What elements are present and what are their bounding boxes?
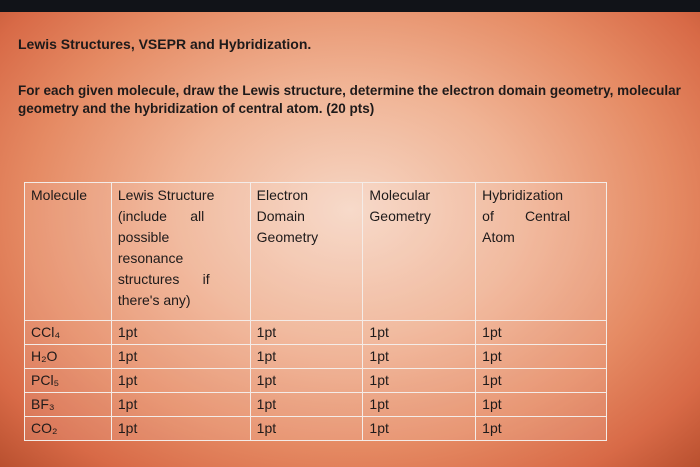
header-hybridization-line: Atom: [482, 229, 515, 245]
header-lewis-line: there's any): [117, 292, 191, 308]
hybridization-cell: 1pt: [476, 321, 607, 345]
molecular-cell: 1pt: [363, 417, 476, 441]
molecular-cell: 1pt: [363, 321, 476, 345]
answer-table: [24, 182, 607, 441]
molecule-cell: H₂O: [25, 345, 112, 369]
molecule-cell: PCl₅: [25, 369, 112, 393]
electron-cell: 1pt: [250, 345, 363, 369]
hybridization-cell: 1pt: [476, 393, 607, 417]
header-hybridization-line: of Central: [482, 208, 571, 224]
table-row: [25, 321, 607, 345]
electron-cell: 1pt: [250, 393, 363, 417]
header-electron-line: Electron: [256, 187, 309, 203]
instructions: For each given molecule, draw the Lewis structure, determine the electron domain geometry, molecular geometry and the hybridization of central atom. (20 pts): [18, 83, 681, 116]
table-row: [25, 417, 607, 441]
header-molecular-line: Molecular: [369, 187, 431, 203]
hybridization-cell: 1pt: [476, 369, 607, 393]
molecule-cell: CCl₄: [25, 321, 112, 345]
table-row: [25, 369, 607, 393]
lewis-cell: 1pt: [111, 417, 250, 441]
hybridization-cell: 1pt: [476, 417, 607, 441]
molecular-cell: 1pt: [363, 369, 476, 393]
molecule-cell: BF₃: [25, 393, 112, 417]
electron-cell: 1pt: [250, 321, 363, 345]
header-lewis-line: possible: [117, 229, 170, 245]
header-electron-domain-geometry: [250, 183, 363, 321]
header-hybridization: [476, 183, 607, 321]
table-row: [25, 345, 607, 369]
molecular-cell: 1pt: [363, 345, 476, 369]
header-molecular-geometry: [363, 183, 476, 321]
lewis-cell: 1pt: [111, 393, 250, 417]
electron-cell: 1pt: [250, 417, 363, 441]
header-lewis-structure: [111, 183, 250, 321]
electron-cell: 1pt: [250, 369, 363, 393]
header-molecular-line: Geometry: [369, 208, 431, 224]
top-bar: [0, 0, 700, 12]
hybridization-cell: 1pt: [476, 345, 607, 369]
header-molecule-label: Molecule: [31, 187, 88, 203]
header-lewis-line: (include all: [117, 208, 205, 224]
header-lewis-line: Lewis Structure: [117, 187, 215, 203]
lewis-cell: 1pt: [111, 321, 250, 345]
header-row: [25, 183, 607, 321]
header-lewis-line: resonance: [117, 250, 184, 266]
header-lewis-line: structures if: [117, 271, 210, 287]
lewis-cell: 1pt: [111, 369, 250, 393]
table-row: [25, 393, 607, 417]
header-electron-line: Domain: [256, 208, 305, 224]
lewis-cell: 1pt: [111, 345, 250, 369]
page-title: Lewis Structures, VSEPR and Hybridization.: [18, 36, 312, 52]
molecular-cell: 1pt: [363, 393, 476, 417]
molecule-cell: CO₂: [25, 417, 112, 441]
header-electron-line: Geometry: [256, 229, 319, 245]
header-hybridization-line: Hybridization: [482, 187, 564, 203]
header-molecule: [25, 183, 112, 321]
